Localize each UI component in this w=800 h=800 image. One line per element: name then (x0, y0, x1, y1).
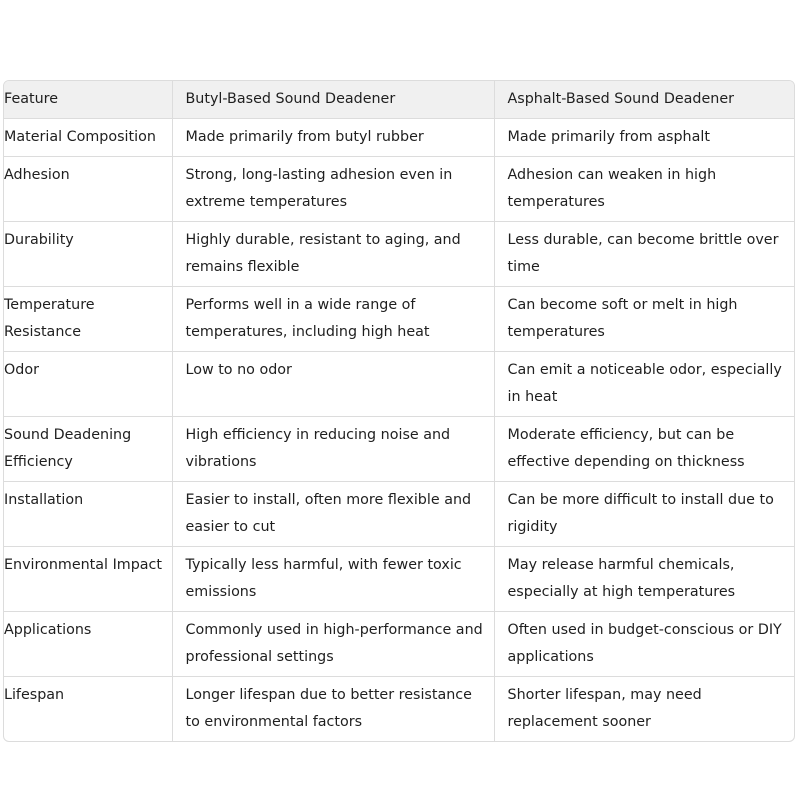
table-row (4, 546, 794, 611)
asphalt-cell: Can emit a noticeable odor, especially in heat (494, 351, 794, 416)
header-asphalt: Asphalt-Based Sound Deadener (494, 81, 794, 118)
header-butyl: Butyl-Based Sound Deadener (172, 81, 494, 118)
butyl-cell: Strong, long-lasting adhesion even in extreme temperatures (172, 156, 494, 221)
feature-cell: Applications (4, 611, 172, 676)
table-row (4, 416, 794, 481)
butyl-cell: High efficiency in reducing noise and vibrations (172, 416, 494, 481)
butyl-cell: Highly durable, resistant to aging, and remains flexible (172, 221, 494, 286)
table-header-row (4, 81, 794, 118)
table-row (4, 221, 794, 286)
asphalt-cell: Can become soft or melt in high temperatures (494, 286, 794, 351)
table-row (4, 118, 794, 156)
butyl-cell: Made primarily from butyl rubber (172, 118, 494, 156)
asphalt-cell: Often used in budget-conscious or DIY applications (494, 611, 794, 676)
table-row (4, 351, 794, 416)
table-row (4, 156, 794, 221)
butyl-cell: Longer lifespan due to better resistance to environmental factors (172, 676, 494, 741)
asphalt-cell: Made primarily from asphalt (494, 118, 794, 156)
feature-cell: Lifespan (4, 676, 172, 741)
asphalt-cell: Shorter lifespan, may need replacement sooner (507, 686, 702, 730)
asphalt-cell: Adhesion can weaken in high temperatures (494, 156, 794, 221)
butyl-cell: Easier to install, often more flexible and easier to cut (172, 481, 494, 546)
feature-cell: Durability (4, 221, 172, 286)
asphalt-cell: May release harmful chemicals, especially at high temperatures (494, 546, 794, 611)
feature-cell: Sound Deadening Efficiency (4, 416, 172, 481)
table-row (4, 481, 794, 546)
butyl-cell: Typically less harmful, with fewer toxic emissions (172, 546, 494, 611)
butyl-cell: Low to no odor (172, 351, 494, 416)
asphalt-cell: Less durable, can become brittle over time (494, 221, 794, 286)
feature-cell: Adhesion (4, 156, 172, 221)
feature-cell: Odor (4, 351, 172, 416)
feature-cell: Temperature Resistance (4, 286, 172, 351)
comparison-table (3, 80, 795, 742)
butyl-cell: Performs well in a wide range of temperatures, including high heat (172, 286, 494, 351)
feature-cell: Installation (4, 481, 172, 546)
table-row (4, 611, 794, 676)
asphalt-cell: Moderate efficiency, but can be effective depending on thickness (494, 416, 794, 481)
asphalt-cell: Can be more difficult to install due to rigidity (494, 481, 794, 546)
table-row (4, 286, 794, 351)
butyl-cell: Commonly used in high-performance and professional settings (172, 611, 494, 676)
header-feature: Feature (4, 81, 172, 118)
feature-cell: Material Composition (4, 118, 172, 156)
table-row (4, 676, 794, 741)
feature-cell: Environmental Impact (4, 546, 172, 611)
